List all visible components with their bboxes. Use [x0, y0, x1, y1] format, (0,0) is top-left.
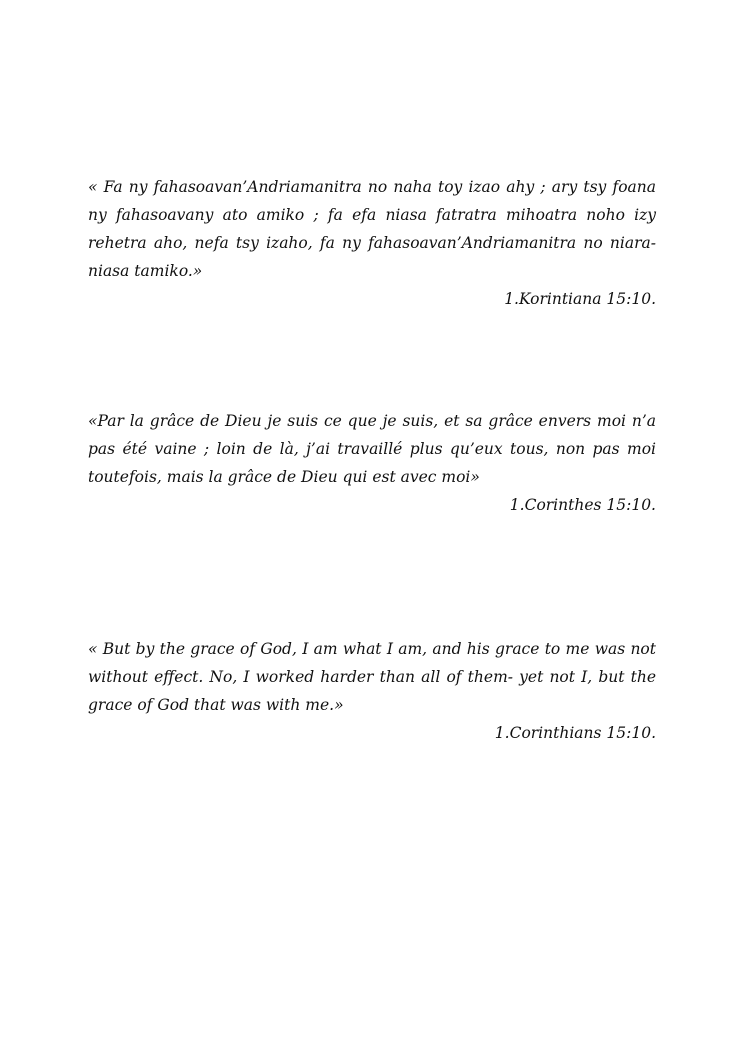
verse-reference-french: 1.Corinthes 15:10.	[509, 496, 656, 514]
verse-quote-malagasy: « Fa ny fahasoavan’Andriamanitra no naha toy izao ahy ; ary tsy foana ny fahasoavany ato amiko ; fa efa niasa fatratra mihoatra noho izy rehetra aho, nefa tsy izaho, fa ny fahasoavan’Andriamanitra no niara-niasa tamiko.»	[88, 178, 656, 280]
verse-block-french	[88, 407, 656, 519]
verse-quote-french: «Par la grâce de Dieu je suis ce que je suis, et sa grâce envers moi n’a pas été vaine ; loin de là, j’ai travaillé plus qu’eux tous, non pas moi toutefois, mais la grâce de Dieu qui est avec moi»	[88, 412, 656, 486]
verse-reference-malagasy: 1.Korintiana 15:10.	[504, 290, 656, 308]
verse-block-malagasy	[88, 173, 656, 313]
verse-reference-english: 1.Corinthians 15:10.	[494, 724, 656, 742]
verse-block-english	[88, 635, 656, 747]
verse-quote-english: « But by the grace of God, I am what I am, and his grace to me was not without effect. No, I worked harder than all of them- yet not I, but the grace of God that was with me.»	[88, 640, 656, 714]
